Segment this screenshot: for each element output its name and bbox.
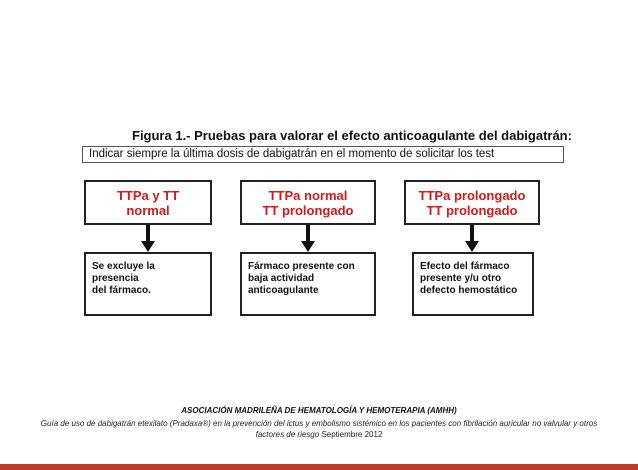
footer-date: Septiembre 2012: [321, 430, 383, 439]
figure-title: Figura 1.- Pruebas para valorar el efecto anticoagulante del dabigatrán:: [132, 128, 572, 143]
down-arrow-icon: [465, 225, 479, 252]
down-arrow-icon: [301, 225, 315, 252]
bottom-accent-bar: [0, 464, 638, 470]
footer-organization: ASOCIACIÓN MADRILEÑA DE HEMATOLOGÍA Y HEMOTERAPIA (AMHH): [181, 406, 457, 415]
down-arrow-icon: [141, 225, 155, 252]
conclusion-box-excluded: Se excluye la presencia del fármaco.: [84, 252, 212, 316]
footer-description: [30, 418, 608, 440]
conclusion-box-drug-effect: Efecto del fármaco presente y/u otro defecto hemostático: [412, 252, 534, 316]
result-box-tt-prolonged: TTPa normal TT prolongado: [240, 180, 376, 225]
conclusion-box-low-activity: Fármaco presente con baja actividad anticoagulante: [240, 252, 376, 316]
result-box-both-prolonged: TTPa prolongado TT prolongado: [404, 180, 540, 225]
result-box-normal: TTPa y TT normal: [84, 180, 212, 225]
instruction-box: Indicar siempre la última dosis de dabigatrán en el momento de solicitar los test: [82, 146, 564, 163]
footer-description-text: Guía de uso de dabigatrán etexilato (Pradaxa®) en la prevención del ictus y embolismo sistémico en los pacientes con fibrilación auricular no valvular y otros factores de riesgo: [40, 419, 598, 439]
